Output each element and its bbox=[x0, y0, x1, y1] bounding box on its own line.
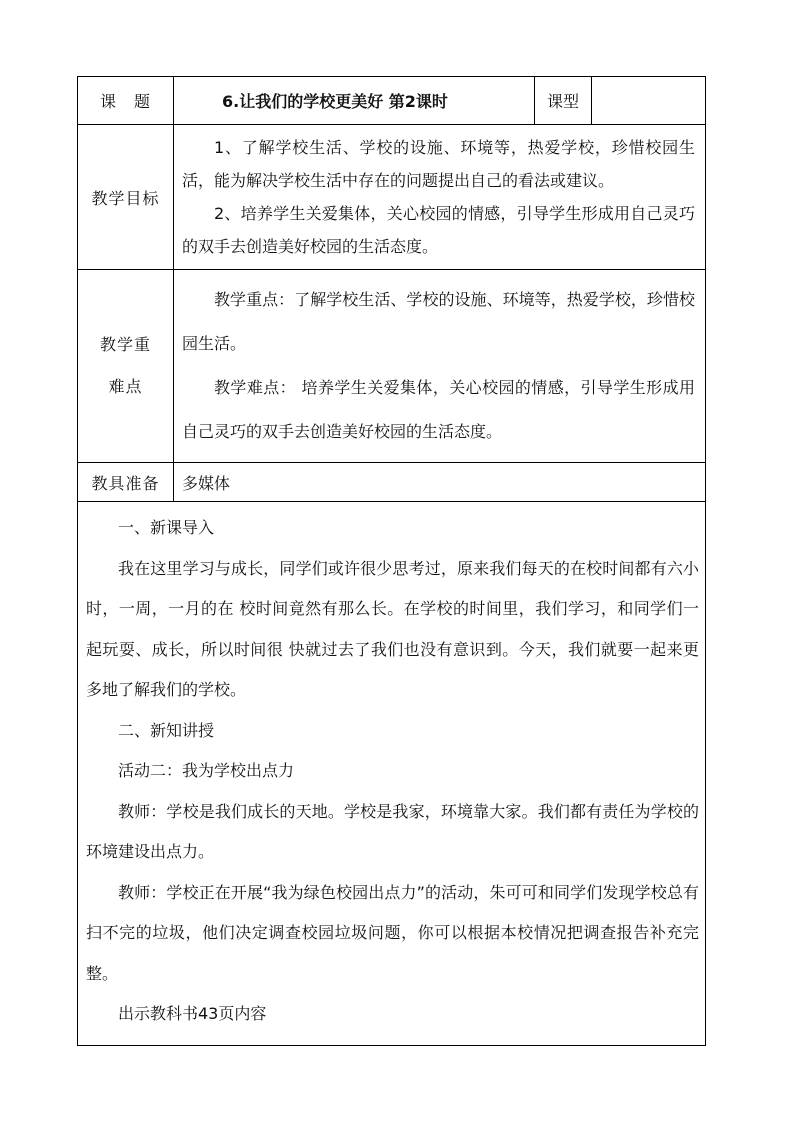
teacher-paragraph-2: 教师：学校正在开展“我为绿色校园出点力”的活动，朱可可和同学们发现学校总有扫不完的垃圾，他们决定调查校园垃圾问题，你可以根据本校情况把调查报告补充完整。 bbox=[86, 882, 699, 983]
tools-label: 教具准备 bbox=[78, 463, 174, 502]
lesson-type-value bbox=[592, 77, 706, 125]
lesson-plan-table bbox=[77, 76, 706, 1046]
activity-two-heading: 活动二：我为学校出点力 bbox=[118, 761, 295, 780]
tools-row bbox=[78, 463, 706, 502]
goal-item-1: 1、了解学校生活、学校的设施、环境等，热爱学校，珍惜校园生活，能为解决学校生活中存在的问题提出自己的看法或建议。 bbox=[182, 138, 695, 190]
topic-label: 课 题 bbox=[78, 77, 174, 125]
section-new-knowledge-heading: 二、新知讲授 bbox=[118, 720, 215, 740]
textbook-reference: 出示教科书43页内容 bbox=[118, 1004, 267, 1023]
goals-content bbox=[174, 125, 706, 270]
teaching-process bbox=[78, 502, 706, 1046]
section-intro-heading: 一、新课导入 bbox=[118, 518, 215, 537]
intro-paragraph: 我在这里学习与成长，同学们或许很少思考过，原来我们每天的在校时间都有六小时，一周，一月的在 校时间竟然有那么长。在学校的时间里，我们学习，和同学们一起玩耍、成长，所以时间很 快就过去了我们也没有意识到。今天，我们就要一起来更多地了解我们的学校。 bbox=[86, 558, 699, 699]
keypoints-label-line1: 教学重 bbox=[99, 335, 151, 354]
process-row bbox=[78, 502, 706, 1046]
tools-value: 多媒体 bbox=[174, 463, 706, 502]
keypoints-row bbox=[78, 270, 706, 463]
keypoints-label-line2: 难点 bbox=[108, 377, 143, 396]
lesson-title: 6.让我们的学校更美好 第2课时 bbox=[174, 77, 535, 125]
lesson-type-label: 课型 bbox=[535, 77, 592, 125]
goals-row bbox=[78, 125, 706, 270]
goal-item-2: 2、培养学生关爱集体，关心校园的情感，引导学生形成用自己灵巧的双手去创造美好校园的生活态度。 bbox=[182, 204, 695, 256]
teaching-difficulty: 教学难点： 培养学生关爱集体，关心校园的情感，引导学生形成用自己灵巧的双手去创造美好校园的生活态度。 bbox=[182, 378, 695, 441]
keypoints-content bbox=[174, 270, 706, 463]
teaching-focus: 教学重点：了解学校生活、学校的设施、环境等，热爱学校，珍惜校园生活。 bbox=[182, 290, 695, 353]
keypoints-label bbox=[78, 270, 174, 463]
goals-label: 教学目标 bbox=[78, 125, 174, 270]
teacher-paragraph-1: 教师：学校是我们成长的天地。学校是我家，环境靠大家。我们都有责任为学校的环境建设出点力。 bbox=[86, 801, 699, 861]
title-row bbox=[78, 77, 706, 125]
